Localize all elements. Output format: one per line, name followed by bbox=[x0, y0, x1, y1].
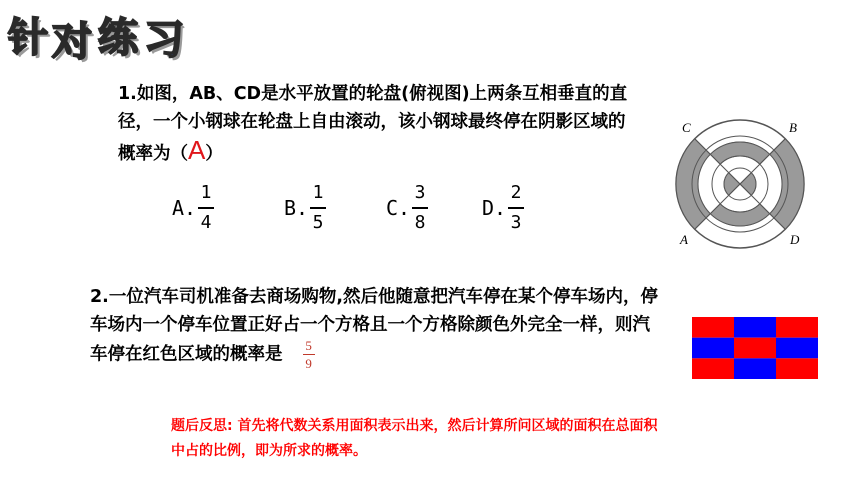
fraction-bar bbox=[412, 207, 428, 209]
parking-cell bbox=[776, 338, 818, 359]
parking-cell bbox=[692, 317, 734, 338]
parking-cell bbox=[692, 338, 734, 359]
parking-cell bbox=[692, 358, 734, 379]
title-char-1: 针 bbox=[8, 15, 48, 61]
option-b-num: 1 bbox=[312, 182, 324, 203]
fraction-bar bbox=[508, 207, 524, 209]
question-1-close: ） bbox=[205, 144, 223, 164]
fraction-bar bbox=[303, 354, 315, 355]
parking-grid bbox=[692, 317, 818, 379]
wheel-figure bbox=[672, 116, 808, 252]
parking-cell bbox=[734, 338, 776, 359]
parking-cell bbox=[734, 358, 776, 379]
option-a-num: 1 bbox=[200, 182, 212, 203]
option-c-num: 3 bbox=[414, 182, 426, 203]
option-a-letter: A. bbox=[172, 195, 197, 220]
option-c-fraction bbox=[412, 183, 428, 233]
title-char-4: 习 bbox=[144, 17, 184, 63]
option-b-den: 5 bbox=[312, 211, 324, 233]
option-a-den: 4 bbox=[200, 211, 212, 233]
reflection-note: 题后反思: 首先将代数关系用面积表示出来，然后计算所问区域的面积在总面积中占的比例，即为所求的概率。 bbox=[171, 418, 658, 459]
option-b-fraction bbox=[310, 183, 326, 233]
question-1-answer: A bbox=[188, 135, 206, 165]
label-d: D bbox=[790, 232, 800, 247]
parking-cell bbox=[734, 317, 776, 338]
option-d-num: 2 bbox=[510, 182, 522, 203]
question-2 bbox=[90, 283, 665, 370]
label-c: C bbox=[682, 120, 691, 135]
option-c-letter: C. bbox=[386, 195, 411, 220]
question-2-text: 2.一位汽车司机准备去商场购物,然后他随意把汽车停在某个停车场内，停车场内一个停车位置正好占一个方格且一个方格除颜色外完全一样，则汽车停在红色区域的概率是 bbox=[90, 287, 658, 365]
option-b-letter: B. bbox=[284, 195, 309, 220]
title-char-3: 练 bbox=[98, 15, 138, 61]
option-d-letter: D. bbox=[482, 195, 507, 220]
option-d-den: 3 bbox=[510, 211, 522, 233]
section-title bbox=[8, 4, 198, 64]
parking-cell bbox=[776, 358, 818, 379]
question-2-answer-den: 9 bbox=[305, 356, 312, 371]
parking-cell bbox=[776, 317, 818, 338]
question-1 bbox=[118, 80, 638, 168]
option-b bbox=[284, 183, 326, 233]
title-char-2: 对 bbox=[52, 19, 92, 65]
question-1-text: 1.如图，AB、CD是水平放置的轮盘(俯视图)上两条互相垂直的直径，一个小钢球在轮盘上自由滚动，该小钢球最终停在阴影区域的概率为（ bbox=[118, 84, 628, 164]
label-b: B bbox=[789, 120, 797, 135]
option-a-fraction bbox=[198, 183, 214, 233]
fraction-bar bbox=[198, 207, 214, 209]
option-d bbox=[482, 183, 524, 233]
option-a bbox=[172, 183, 214, 233]
option-c-den: 8 bbox=[414, 211, 426, 233]
label-a: A bbox=[680, 232, 688, 247]
question-2-answer-num: 5 bbox=[305, 338, 312, 353]
question-2-answer bbox=[303, 339, 315, 370]
fraction-bar bbox=[310, 207, 326, 209]
option-d-fraction bbox=[508, 183, 524, 233]
option-c bbox=[386, 183, 428, 233]
